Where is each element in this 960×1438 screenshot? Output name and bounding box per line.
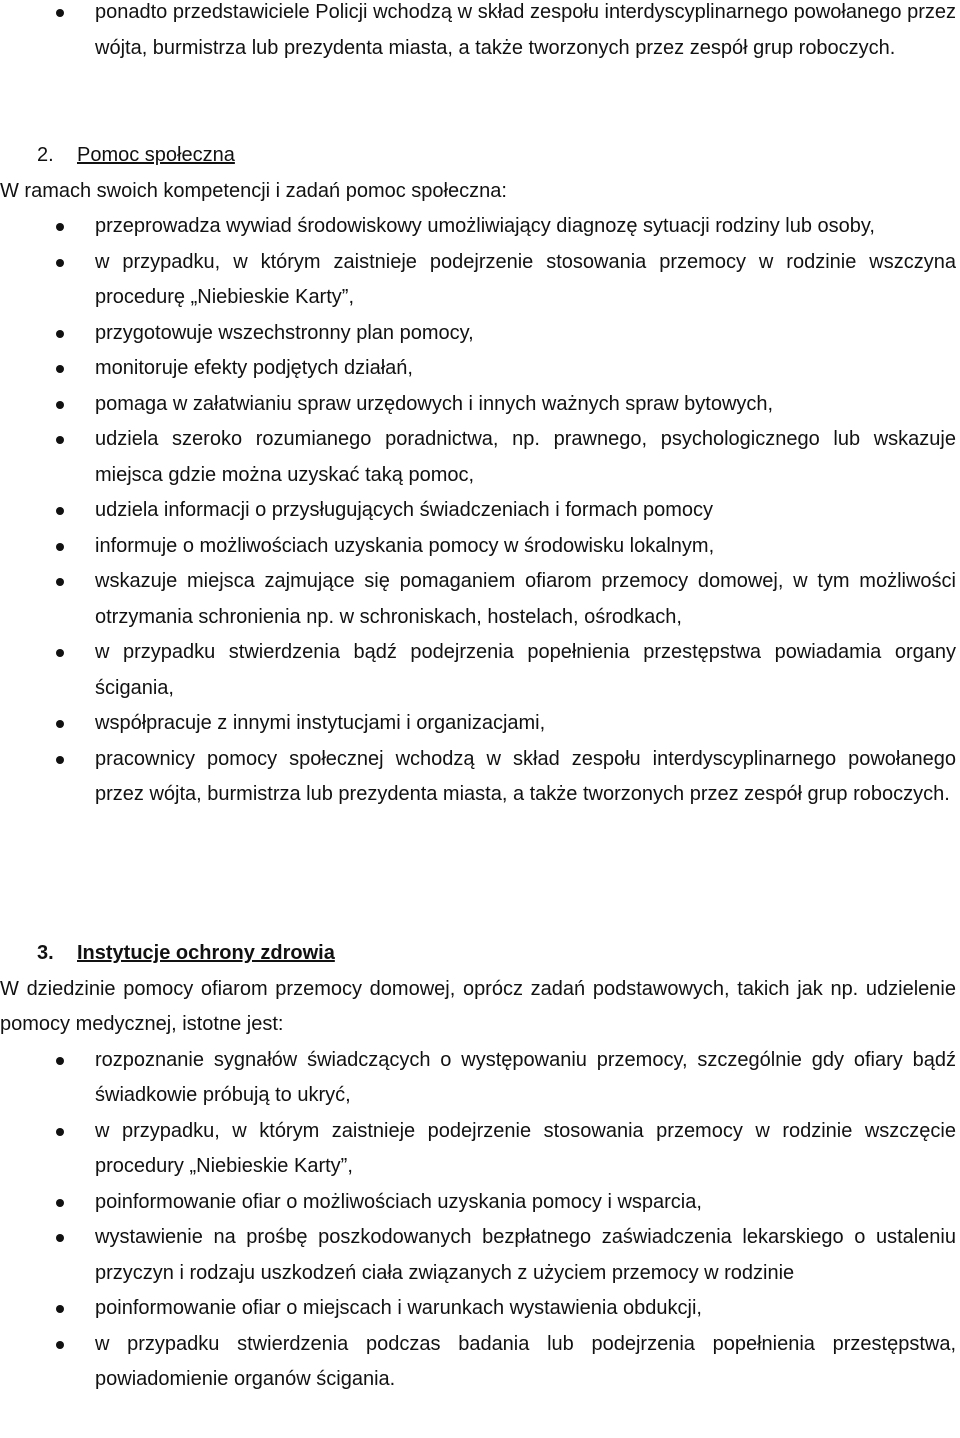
bullet-icon [56, 578, 64, 586]
bullet-icon [56, 1057, 64, 1065]
bullet-icon [56, 330, 64, 338]
list-item-text: informuje o możliwościach uzyskania pomocy w środowisku lokalnym, [95, 534, 715, 557]
list-item [0, 1220, 960, 1291]
bullet-list [0, 209, 960, 813]
list-item [0, 1114, 960, 1185]
section-heading [0, 936, 960, 972]
bullet-list [0, 0, 960, 66]
section-social-assistance [0, 138, 960, 813]
list-item [0, 742, 960, 813]
list-item [0, 351, 960, 387]
list-item-text: w przypadku stwierdzenia podczas badania lub podejrzenia popełnienia przestępstwa, powiadomienie organów ścigania. [95, 1332, 956, 1390]
bullet-icon [56, 1341, 64, 1349]
section-intro: W dziedzinie pomocy ofiarom przemocy domowej, oprócz zadań podstawowych, takich jak np. udzielenie pomocy medycznej, istotne jest: [0, 977, 956, 1035]
section-heading [0, 138, 960, 174]
section-number: 3. [37, 942, 54, 964]
list-item-text: pracownicy pomocy społecznej wchodzą w skład zespołu interdyscyplinarnego powołanego przez wójta, burmistrza lub prezydenta miasta, a także tworzonych przez zespół grup roboczych. [95, 747, 956, 805]
list-item-text: przygotowuje wszechstronny plan pomocy, [95, 321, 474, 344]
bullet-icon [56, 1234, 64, 1242]
list-item [0, 422, 960, 493]
bullet-icon [56, 223, 64, 231]
bullet-icon [56, 259, 64, 267]
list-item-text: w przypadku, w którym zaistnieje podejrzenie stosowania przemocy w rodzinie wszczyna procedurę „Niebieskie Karty”, [95, 250, 956, 308]
list-item [0, 316, 960, 352]
list-item [0, 635, 960, 706]
bullet-icon [56, 543, 64, 551]
bullet-icon [56, 9, 64, 17]
list-item-text: współpracuje z innymi instytucjami i organizacjami, [95, 712, 546, 734]
list-item [0, 1327, 960, 1398]
list-item [0, 1043, 960, 1114]
bullet-list [0, 1043, 960, 1398]
bullet-icon [56, 720, 64, 728]
list-item-text: rozpoznanie sygnałów świadczących o występowaniu przemocy, szczególnie gdy ofiary bądź świadkowie próbują to ukryć, [95, 1048, 956, 1106]
list-item-text: wystawienie na prośbę poszkodowanych bezpłatnego zaświadczenia lekarskiego o ustaleniu przyczyn i rodzaju uszkodzeń ciała związanych z użyciem przemocy w rodzinie [95, 1226, 956, 1284]
bullet-icon [56, 649, 64, 657]
section-intro: W ramach swoich kompetencji i zadań pomoc społeczna: [0, 179, 507, 202]
bullet-icon [56, 1305, 64, 1313]
bullet-icon [56, 756, 64, 764]
list-item [0, 0, 960, 66]
list-item [0, 493, 960, 529]
list-item [0, 1185, 960, 1221]
bullet-icon [56, 1199, 64, 1207]
section-number: 2. [37, 144, 54, 166]
list-item-text: poinformowanie ofiar o miejscach i warunkach wystawienia obdukcji, [95, 1297, 702, 1319]
list-item-text: wskazuje miejsca zajmujące się pomaganiem ofiarom przemocy domowej, w tym możliwości otrzymania schronienia np. w schroniskach, hostelach, ośrodkach, [95, 570, 956, 628]
section-health-institutions [0, 936, 960, 1398]
list-item [0, 387, 960, 423]
list-item-text: monitoruje efekty podjętych działań, [95, 357, 413, 379]
list-item-text: w przypadku, w którym zaistnieje podejrzenie stosowania przemocy w rodzinie wszczęcie procedury „Niebieskie Karty”, [95, 1119, 956, 1177]
list-item-text: udziela informacji o przysługujących świadczeniach i formach pomocy [95, 499, 714, 521]
list-item-text: przeprowadza wywiad środowiskowy umożliwiający diagnozę sytuacji rodziny lub osoby, [95, 215, 875, 237]
list-item [0, 706, 960, 742]
bullet-icon [56, 1128, 64, 1136]
bullet-icon [56, 436, 64, 444]
list-item-text: pomaga w załatwianiu spraw urzędowych i innych ważnych spraw bytowych, [95, 392, 774, 415]
list-item [0, 564, 960, 635]
list-item [0, 245, 960, 316]
list-item [0, 529, 960, 565]
list-item-text: w przypadku stwierdzenia bądź podejrzenia popełnienia przestępstwa powiadamia organy ścigania, [95, 641, 956, 699]
bullet-icon [56, 401, 64, 409]
section-police-continuation [0, 0, 960, 66]
bullet-icon [56, 365, 64, 373]
bullet-icon [56, 507, 64, 515]
section-title: Instytucje ochrony zdrowia [77, 942, 335, 964]
list-item [0, 209, 960, 245]
list-item-text: udziela szeroko rozumianego poradnictwa, np. prawnego, psychologicznego lub wskazuje miejsca gdzie można uzyskać taką pomoc, [95, 428, 956, 486]
list-item-text: poinformowanie ofiar o możliwościach uzyskania pomocy i wsparcia, [95, 1190, 702, 1213]
list-item-text: ponadto przedstawiciele Policji wchodzą w skład zespołu interdyscyplinarnego powołanego przez wójta, burmistrza lub prezydenta miasta, a także tworzonych przez zespół grup roboczych. [95, 1, 956, 59]
section-title: Pomoc społeczna [77, 144, 235, 166]
list-item [0, 1291, 960, 1327]
